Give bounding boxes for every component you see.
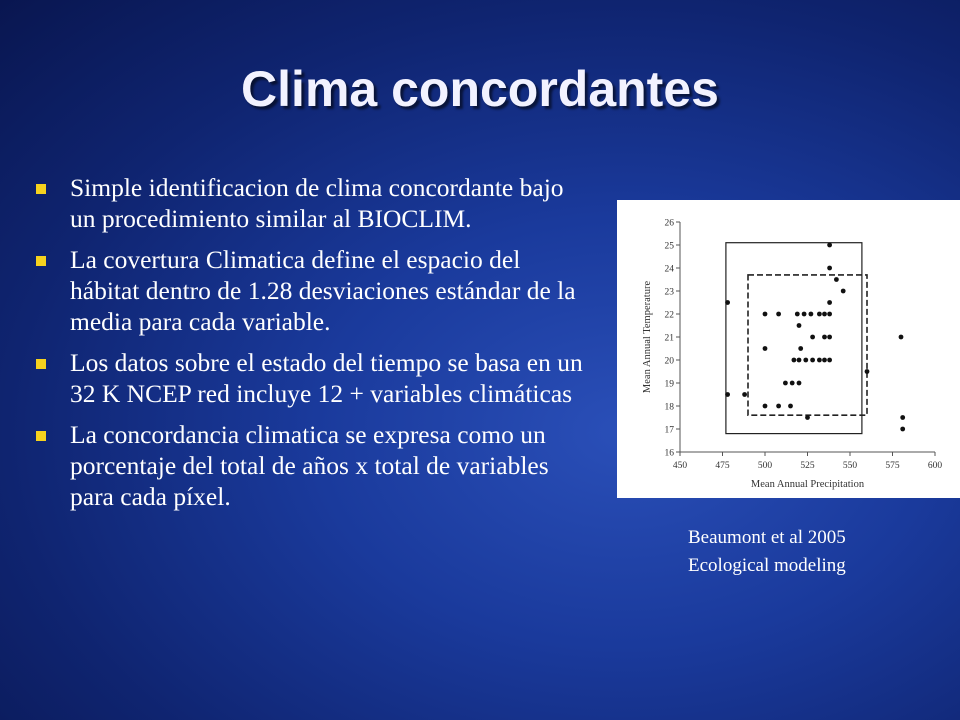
data-point [827,312,832,317]
data-point [827,243,832,248]
data-point [776,404,781,409]
y-tick-label: 22 [664,310,674,321]
data-point [763,312,768,317]
data-point [803,358,808,363]
bullet-item [34,172,594,234]
data-point [817,312,822,317]
data-point [763,346,768,351]
x-tick-label: 450 [672,461,688,471]
data-point [797,358,802,363]
y-axis-label: Mean Annual Temperature [642,280,653,394]
bullet-text: La covertura Climatica define el espacio del hábitat dentro de 1.28 desviaciones estándar de la media para cada variable. [70,245,576,336]
data-point [900,415,905,420]
bullet-item [34,419,594,512]
caption-journal: Ecological modeling [688,555,846,576]
data-point [790,381,795,386]
figure-caption [688,524,846,580]
data-point [788,404,793,409]
x-axis-label: Mean Annual Precipitation [750,479,865,490]
scatter-chart [617,200,960,498]
solid-envelope-box [726,243,862,434]
dashed-envelope-box [748,275,867,415]
data-point [798,346,803,351]
data-point [899,335,904,340]
bullet-text: Los datos sobre el estado del tiempo se basa en un 32 K NCEP red incluye 12 + variables climáticas [70,348,583,408]
x-tick-label: 575 [885,461,900,471]
bullet-list [34,172,594,522]
y-tick-label: 24 [664,264,674,275]
scatter-figure [617,200,960,498]
square-bullet-icon [36,359,46,369]
data-point [822,335,827,340]
data-point [797,323,802,328]
data-point [827,266,832,271]
data-point [795,312,800,317]
slide-title: Clima concordantes [241,61,719,117]
data-point [827,358,832,363]
x-tick-label: 600 [927,461,943,471]
data-point [841,289,846,294]
data-point [822,312,827,317]
x-tick-label: 525 [800,461,815,471]
y-tick-label: 20 [664,356,674,367]
data-point [822,358,827,363]
data-point [763,404,768,409]
x-tick-label: 475 [715,461,730,471]
data-point [797,381,802,386]
data-point [783,381,788,386]
square-bullet-icon [36,431,46,441]
y-tick-label: 16 [664,448,674,459]
data-point [742,392,747,397]
data-point [827,335,832,340]
data-point [834,277,839,282]
y-tick-label: 17 [664,425,674,436]
data-point [827,300,832,305]
data-point [725,392,730,397]
data-point [865,369,870,374]
bullet-item [34,347,594,409]
bullet-text: Simple identificacion de clima concordante bajo un procedimiento similar al BIOCLIM. [70,173,564,233]
data-point [776,312,781,317]
data-point [792,358,797,363]
data-point [810,335,815,340]
y-tick-label: 21 [664,333,674,344]
data-point [809,312,814,317]
data-point [802,312,807,317]
square-bullet-icon [36,256,46,266]
x-tick-label: 500 [757,461,773,471]
y-tick-label: 19 [664,379,674,390]
square-bullet-icon [36,184,46,194]
data-point [805,415,810,420]
x-tick-label: 550 [842,461,858,471]
bullet-item [34,244,594,337]
data-point [817,358,822,363]
data-point [900,427,905,432]
y-tick-label: 23 [664,287,674,298]
y-tick-label: 25 [664,241,674,252]
bullet-text: La concordancia climatica se expresa como un porcentaje del total de años x total de variables para cada píxel. [70,420,549,511]
caption-citation: Beaumont et al 2005 [688,527,846,548]
y-tick-label: 18 [664,402,674,413]
data-point [725,300,730,305]
y-tick-label: 26 [664,218,674,229]
data-point [810,358,815,363]
